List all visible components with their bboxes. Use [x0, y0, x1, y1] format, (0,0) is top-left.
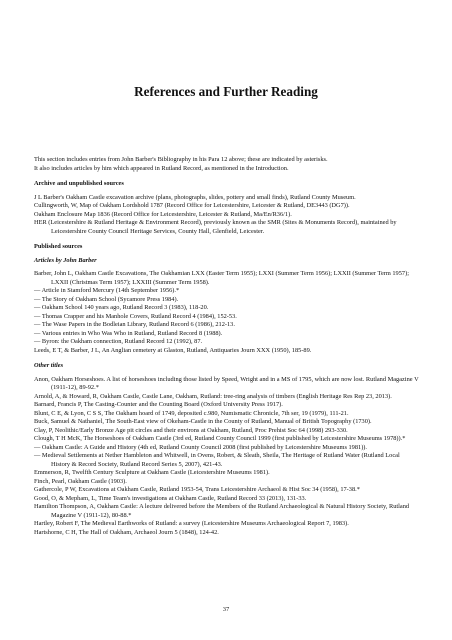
reference-entry: — Medieval Settlements at Nether Hambleton and Whitwell, in Ovens, Robert, & Sleath, Sheila, The Heritage of Rutland Water (Rutland Local History & Record Society, Rutland Record Series 5, 2007), 421-43. [34, 452, 400, 468]
reference-entry: J L Barber's Oakham Castle excavation archive (plans, photographs, slides, pottery and small finds), Rutland County Museum. [34, 193, 356, 201]
reference-entry: — The Wase Papers in the Bodleian Library, Rutland Record 6 (1986), 212-13. [34, 321, 235, 328]
intro-line: This section includes entries from John Barber's Bibliography in his Para 12 above; these are indicated by asterisks. [34, 156, 328, 163]
reference-entry: Clay, P, Neolithic/Early Bronze Age pit circles and their environs at Oakham, Rutland, Proc Prehist Soc 64 (1998) 293-330. [34, 426, 348, 434]
reference-entry: — Thomas Crapper and his Manhole Covers, Rutland Record 4 (1984), 152-53. [34, 312, 237, 320]
archive-list [34, 194, 420, 237]
reference-entry: Finch, Pearl, Oakham Castle (1903). [34, 477, 127, 485]
page-title: References and Further Reading [134, 84, 318, 99]
reference-entry: — Various entries in Who Was Who in Rutland, Rutland Record 8 (1988). [34, 329, 223, 337]
reference-entry: — Oakham Castle: A Guide and History (4th ed, Rutland County Council 2008 (first published by Leicestershire Museums 1981)). [34, 443, 367, 451]
references-content [34, 156, 420, 537]
reference-entry: Barnard, Francis P, The Casting-Counter and the Counting Board (Oxford University Press 1917). [34, 401, 283, 408]
reference-entry: — Byron: the Oakham connection, Rutland Record 12 (1992), 87. [34, 338, 203, 345]
reference-entry: Good, O, & Mepham, L, Time Team's investigations at Oakham Castle, Rutland Record 33 (2013), 131-33. [34, 494, 307, 502]
reference-entry: Blunt, C E, & Lyon, C S S, The Oakham hoard of 1749, deposited c.980, Numismatic Chronicle, 7th ser, 19 (1979), 111-21. [34, 409, 349, 417]
reference-entry: — Article in Stamford Mercury (14th September 1956).* [34, 287, 180, 294]
section-heading-archive: Archive and unpublished sources [34, 180, 124, 187]
reference-entry: Gathercole, P W, Excavations at Oakham Castle, Rutland 1953-54, Trans Leicestershire Archaeol & Hist Soc 34 (1958), 17-38.* [34, 486, 360, 493]
reference-entry: Hamilton Thompson, A, Oakham Castle: A lecture delivered before the Members of the Rutland Archaeological & Natural History Society, Rutland Magazine V (1911-12), 80-88.* [34, 503, 410, 519]
reference-entry: Emmerson, R, Twelfth Century Sculpture at Oakham Castle (Leicestershire Museums 1981). [34, 469, 270, 476]
reference-entry: Buck, Samuel & Nathaniel, The South-East view of Okeham-Castle in the County of Rutland, Manual of British Topography (1730). [34, 418, 372, 425]
reference-entry: Anon, Oakham Horseshoes. A list of horseshoes including those listed by Speed, Wright and in a MS of 1795, which are now lost. Rutland Magazine V (1911-12), 89-92.* [34, 375, 419, 391]
intro-line: It also includes articles by him which appeared in Rutland Record, as mentioned in the Introduction. [34, 164, 289, 172]
reference-entry: Oakham Enclosure Map 1836 (Record Office for Leicestershire, Leicester & Rutland, Ma/En/R36/1). [34, 210, 292, 218]
reference-entry: Hartshorne, C H, The Hall of Oakham, Archaeol Journ 5 (1848), 124-42. [34, 528, 219, 536]
reference-entry: — The Story of Oakham School (Sycamore Press 1984). [34, 295, 179, 303]
reference-entry: Barber, John L, Oakham Castle Excavations, The Oakhamian LXX (Easter Term 1955); LXXI (Summer Term 1956); LXXII (Summer Term 1957); LXXII (Christmas Term 1957); LXXIII (Summer Term 1958). [34, 270, 409, 286]
reference-entry: Clough, T H McK, The Horseshoes of Oakham Castle (3rd ed, Rutland County Council 1999 (first published by Leicestershire Museums 1978)).* [34, 435, 406, 442]
reference-entry: — Oakham School 140 years ago, Rutland Record 3 (1983), 118-20. [34, 304, 209, 311]
reference-entry: Cullingworth, W, Map of Oakham Lordshold 1787 (Record Office for Leicestershire, Leicester & Rutland, DE3443 (DG7)). [34, 202, 350, 209]
reference-entry: HER (Leicestershire & Rutland Heritage & Environment Record), previously known as the SMR (Sites & Monuments Record), maintained by Leicestershire County Council Heritage Services, County Hall, Glenfield, Leicester. [34, 219, 397, 235]
subsection-heading-other: Other titles [34, 362, 64, 369]
reference-entry: Hartley, Robert F, The Medieval Earthworks of Rutland: a survey (Leicestershire Museums Archaeological Report 7, 1983). [34, 520, 349, 527]
page-number: 37 [222, 606, 230, 613]
other-list [34, 376, 420, 538]
subsection-heading-barber: Articles by John Barber [34, 256, 97, 264]
section-heading-published: Published sources [34, 243, 83, 250]
reference-entry: Leeds, E T, & Barber, J L, An Anglian cemetery at Glaston, Rutland, Antiquaries Journ XXX (1950), 185-89. [34, 346, 312, 354]
barber-list [34, 270, 420, 355]
reference-entry: Arnold, A, & Howard, R, Oakham Castle, Castle Lane, Oakham, Rutland: tree-ring analysis of timbers (English Heritage Res Rep 23, 2013). [34, 392, 392, 400]
